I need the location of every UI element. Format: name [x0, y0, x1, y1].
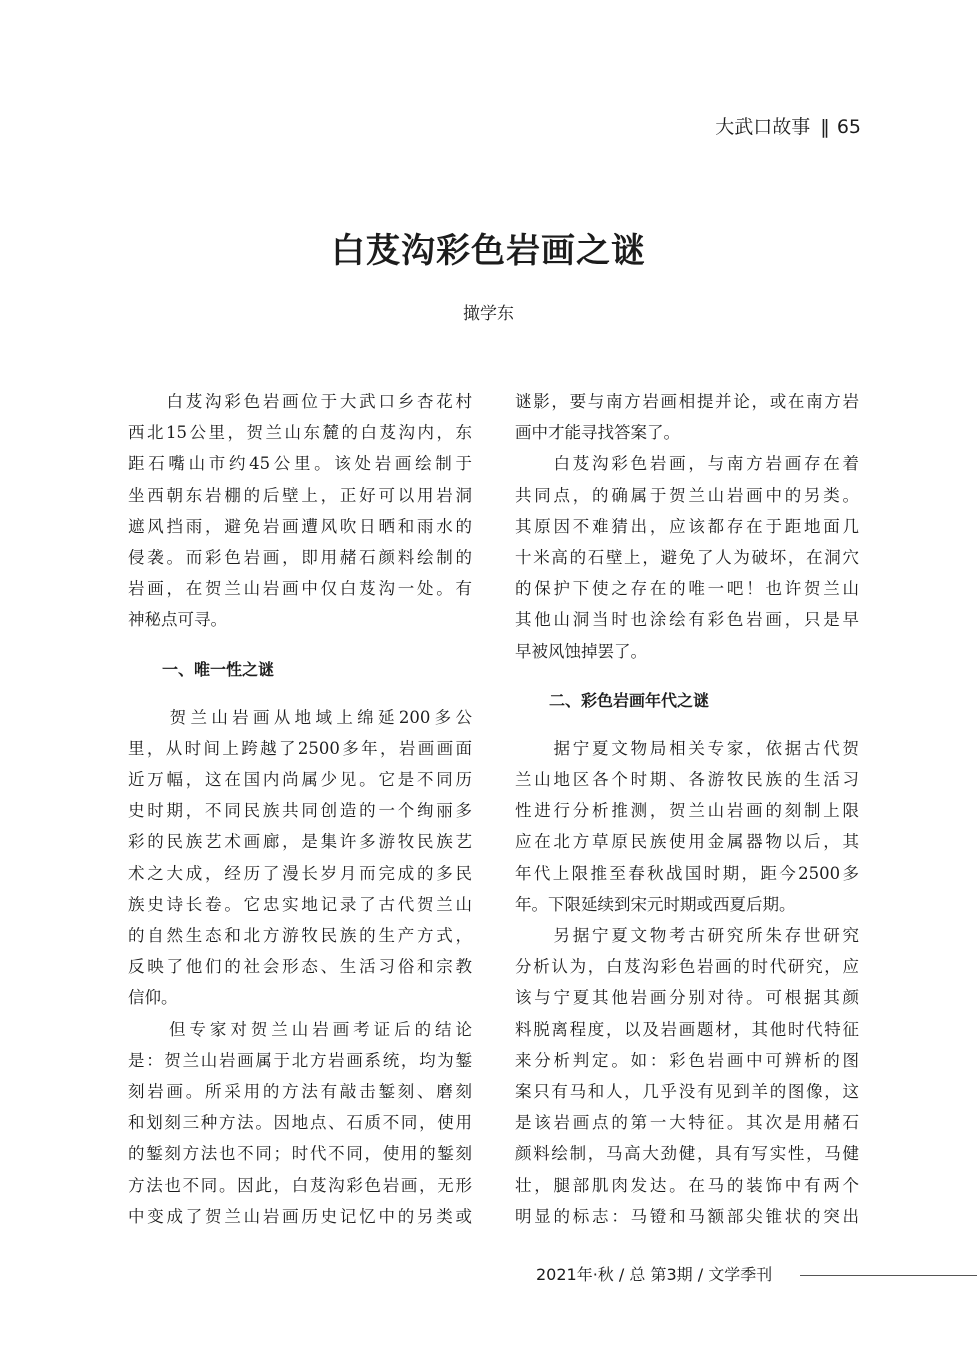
- text-line: 颜料绘制，马高大劲健，具有写实性，马健: [515, 1144, 859, 1164]
- text-line: 白芨沟彩色岩画，与南方岩画存在着: [515, 454, 859, 474]
- text-line: 反映了他们的社会形态、生活习俗和宗教: [128, 957, 472, 977]
- text-line: 方法也不同。因此，白芨沟彩色岩画，无形: [128, 1175, 472, 1195]
- left-column: [128, 386, 472, 1232]
- text-line: 西北15公里，贺兰山东麓的白芨沟内，东: [128, 423, 472, 443]
- text-line: 中变成了贺兰山岩画历史记忆中的另类或: [128, 1206, 472, 1226]
- text-line: 岩画，在贺兰山岩画中仅白芨沟一处。有: [128, 579, 472, 599]
- text-line: 其原因不难猜出，应该都存在于距地面几: [515, 516, 859, 536]
- text-line: 神秘点可寻。: [128, 610, 227, 630]
- text-line: 早被风蚀掉罢了。: [515, 641, 647, 661]
- text-line: 侵袭。而彩色岩画，即用赭石颜料绘制的: [128, 547, 472, 567]
- page-number: 65: [836, 116, 861, 138]
- paragraph: [128, 702, 472, 1014]
- text-line: 贺兰山岩画从地域上绵延200多公: [128, 707, 472, 727]
- text-line: 的保护下使之存在的唯一吧！也许贺兰山: [515, 579, 859, 599]
- text-line: 壮，腿部肌肉发达。在马的装饰中有两个: [515, 1175, 859, 1195]
- paragraph: [128, 386, 472, 636]
- text-line: 近万幅，这在国内尚属少见。它是不同历: [128, 770, 472, 790]
- paragraph: [515, 920, 859, 1232]
- text-line: 彩的民族艺术画廊，是集许多游牧民族艺: [128, 832, 472, 852]
- text-line: 分析认为，白芨沟彩色岩画的时代研究，应: [515, 957, 859, 977]
- text-line: 年。下限延续到宋元时期或西夏后期。: [515, 894, 796, 914]
- footer-rule: [800, 1275, 977, 1276]
- text-line: 里，从时间上跨越了2500多年，岩画画面: [128, 738, 472, 758]
- text-line: 明显的标志：马镫和马额部尖锥状的突出: [515, 1206, 859, 1226]
- article-title: 白芨沟彩色岩画之谜: [331, 231, 646, 271]
- footer-issue-info: 2021年·秋 / 总 第3期 / 文学季刊: [536, 1265, 773, 1284]
- text-line: 族史诗长卷。它忠实地记录了古代贺兰山: [128, 894, 472, 914]
- section-heading: 二、彩色岩画年代之谜: [549, 690, 710, 710]
- text-line: 共同点，的确属于贺兰山岩画中的另类。: [515, 485, 859, 505]
- text-line: 案只有马和人，几乎没有见到羊的图像，这: [515, 1081, 859, 1101]
- text-line: 应在北方草原民族使用金属器物以后，其: [515, 832, 859, 852]
- text-line: 画中才能寻找答案了。: [515, 423, 680, 443]
- text-line: 白芨沟彩色岩画位于大武口乡杏花村: [128, 392, 472, 411]
- right-column: [515, 386, 859, 1232]
- paragraph: [515, 733, 859, 920]
- text-line: 是该岩画点的第一大特征。其次是用赭石: [515, 1113, 859, 1133]
- header-separator: ‖: [820, 116, 827, 138]
- running-header: [715, 113, 861, 141]
- text-line: 另据宁夏文物考古研究所朱存世研究: [515, 926, 859, 945]
- text-line: 距石嘴山市约45公里。该处岩画绘制于: [128, 454, 472, 474]
- text-line: 信仰。: [128, 988, 178, 1008]
- section-heading: 一、唯一性之谜: [162, 659, 275, 679]
- article-author: 撖学东: [463, 304, 514, 324]
- text-line: 十米高的石壁上，避免了人为破坏，在洞穴: [515, 547, 859, 567]
- text-line: 遮风挡雨，避免岩画遭风吹日晒和雨水的: [128, 516, 472, 536]
- section-name: 大武口故事: [715, 116, 811, 138]
- text-line: 其他山洞当时也涂绘有彩色岩画，只是早: [515, 610, 859, 630]
- paragraph: [128, 1014, 472, 1232]
- text-line: 性进行分析推测，贺兰山岩画的刻制上限: [515, 801, 859, 821]
- paragraph: [515, 448, 859, 666]
- text-line: 据宁夏文物局相关专家，依据古代贺: [515, 738, 859, 758]
- text-line: 坐西朝东岩棚的后壁上，正好可以用岩洞: [128, 485, 472, 505]
- text-line: 的錾刻方法也不同；时代不同，使用的錾刻: [128, 1144, 472, 1164]
- text-line: 料脱离程度，以及岩画题材，其他时代特征: [515, 1019, 859, 1039]
- text-line: 史时期，不同民族共同创造的一个绚丽多: [128, 801, 472, 821]
- text-line: 该与宁夏其他岩画分别对待。可根据其颜: [515, 988, 859, 1008]
- text-line: 的自然生态和北方游牧民族的生产方式，: [128, 926, 472, 945]
- text-line: 年代上限推至春秋战国时期，距今2500多: [515, 863, 859, 883]
- text-line: 来分析判定。如：彩色岩画中可辨析的图: [515, 1050, 859, 1070]
- text-line: 谜影，要与南方岩画相提并论，或在南方岩: [515, 392, 859, 411]
- text-line: 是：贺兰山岩画属于北方岩画系统，均为錾: [128, 1050, 472, 1070]
- text-line: 术之大成，经历了漫长岁月而完成的多民: [128, 863, 472, 883]
- paragraph: [515, 386, 859, 448]
- text-line: 兰山地区各个时期、各游牧民族的生活习: [515, 770, 859, 790]
- text-line: 和划刻三种方法。因地点、石质不同，使用: [128, 1113, 472, 1133]
- text-line: 刻岩画。所采用的方法有敲击錾刻、磨刻: [128, 1081, 472, 1101]
- text-line: 但专家对贺兰山岩画考证后的结论: [128, 1019, 472, 1039]
